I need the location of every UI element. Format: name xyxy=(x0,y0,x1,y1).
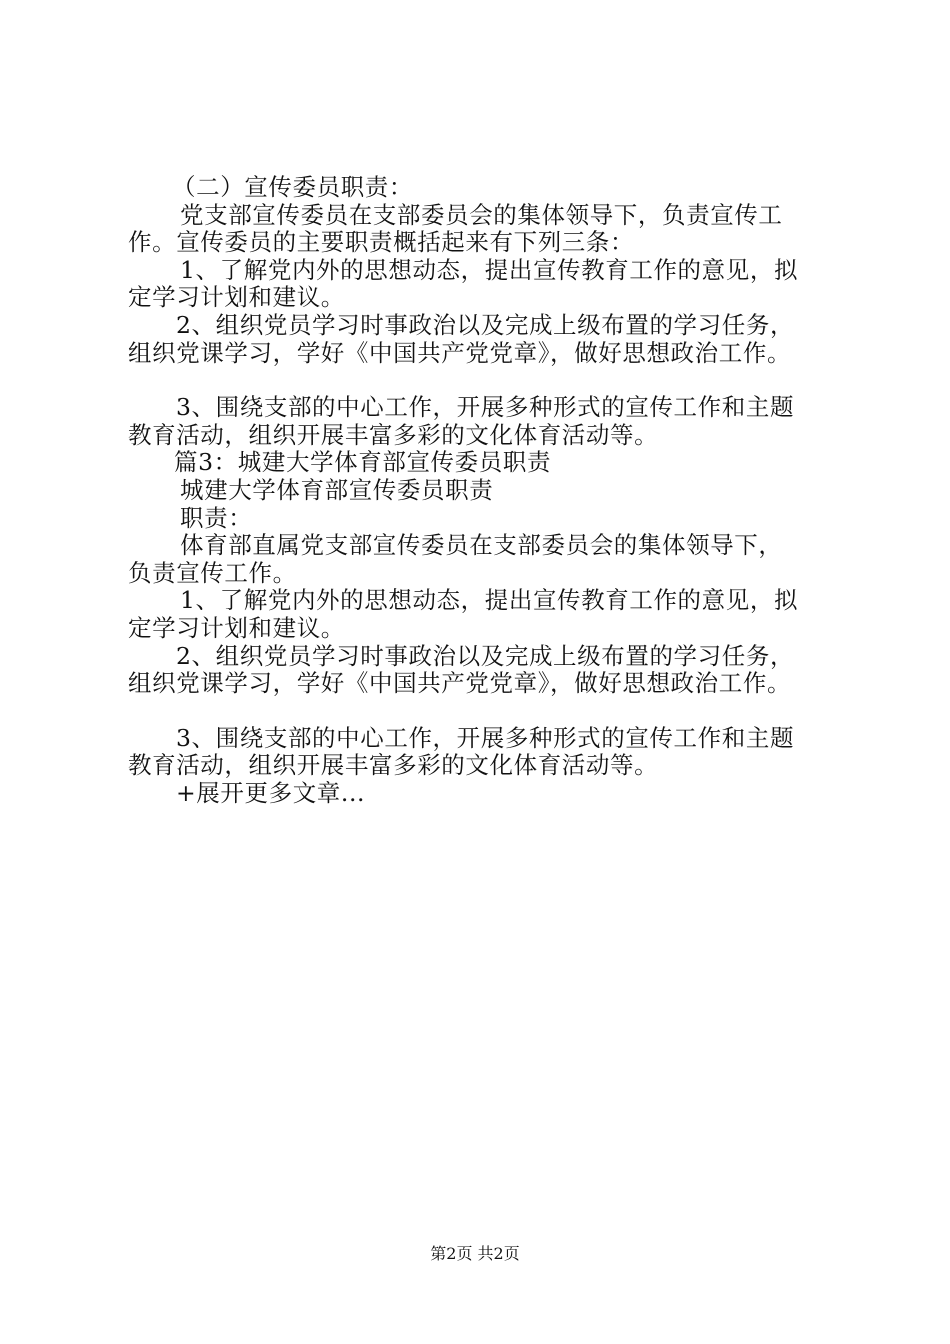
paragraph-gap xyxy=(128,698,840,725)
text-line: 党支部宣传委员在支部委员会的集体领导下，负责宣传工 xyxy=(180,200,783,229)
text-line: 3、围绕支部的中心工作，开展多种形式的宣传工作和主题 xyxy=(176,723,795,752)
text-line: 作。宣传委员的主要职责概括起来有下列三条： xyxy=(128,228,635,257)
text-line: 城建大学体育部宣传委员职责 xyxy=(180,475,494,504)
text-line: 教育活动，组织开展丰富多彩的文化体育活动等。 xyxy=(128,420,659,449)
document-body xyxy=(128,174,840,807)
text-line: 1、了解党内外的思想动态，提出宣传教育工作的意见，拟 xyxy=(180,255,799,284)
expand-more-articles-link[interactable]: +展开更多文章... xyxy=(176,778,366,807)
text-line: 定学习计划和建议。 xyxy=(128,283,345,312)
text-line: 定学习计划和建议。 xyxy=(128,613,345,642)
text-line: 篇3：城建大学体育部宣传委员职责 xyxy=(174,448,552,477)
text-line: 组织党课学习，学好《中国共产党党章》，做好思想政治工作。 xyxy=(128,338,792,367)
text-line: 1、了解党内外的思想动态，提出宣传教育工作的意见，拟 xyxy=(180,586,799,615)
paragraph-gap xyxy=(128,367,840,394)
text-line: 体育部直属党支部宣传委员在支部委员会的集体领导下， xyxy=(180,531,783,560)
text-line: 2、组织党员学习时事政治以及完成上级布置的学习任务， xyxy=(176,641,795,670)
text-line: 教育活动，组织开展丰富多彩的文化体育活动等。 xyxy=(128,751,659,780)
text-line: （二）宣传委员职责： xyxy=(172,173,413,201)
page-footer: 第2页 共2页 xyxy=(430,1244,520,1263)
text-line: 2、组织党员学习时事政治以及完成上级布置的学习任务， xyxy=(176,310,795,339)
text-line: 组织党课学习，学好《中国共产党党章》，做好思想政治工作。 xyxy=(128,669,792,698)
text-line: 职责： xyxy=(180,503,253,532)
text-line: 3、围绕支部的中心工作，开展多种形式的宣传工作和主题 xyxy=(176,393,795,422)
text-line: 负责宣传工作。 xyxy=(128,558,297,587)
